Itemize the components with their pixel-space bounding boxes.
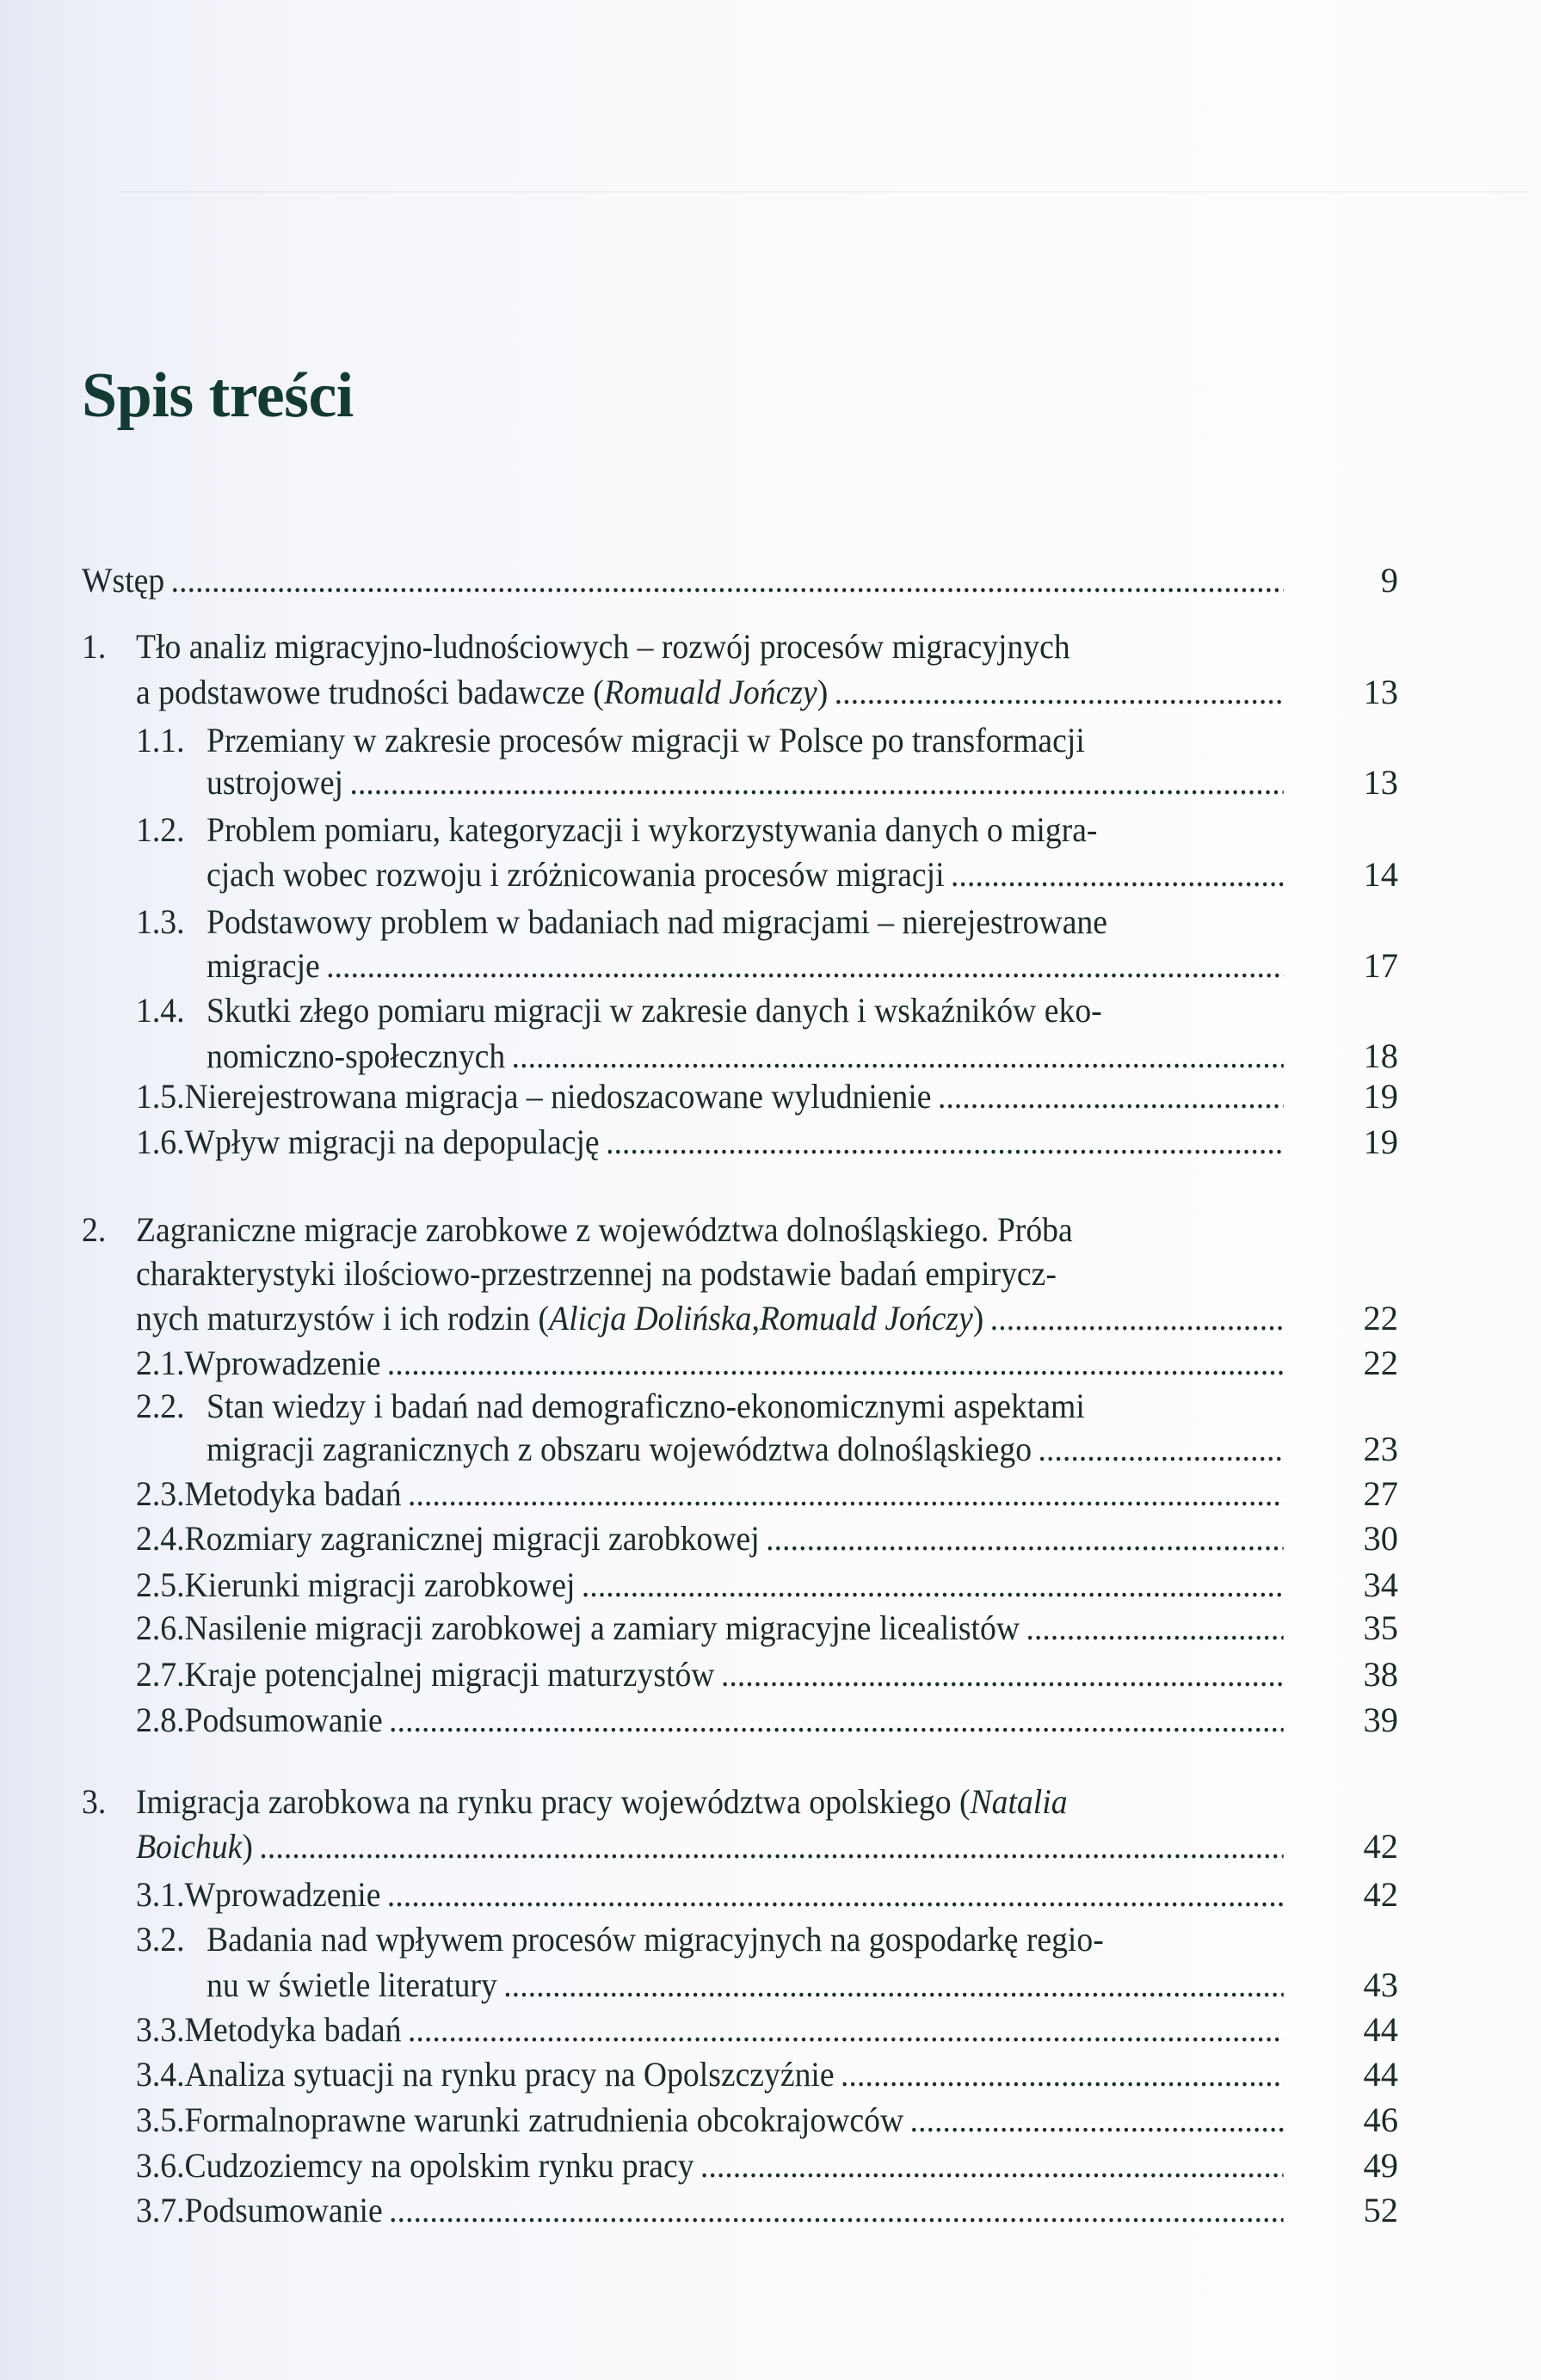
section-title: Wpływ migracji na depopulację [184, 1122, 600, 1161]
section-title: Podstawowy problem w badaniach nad migracjami – nierejestrowane [206, 902, 1107, 941]
section-number: 2.4. [136, 1519, 185, 1558]
page-number[interactable]: 46 [1363, 2100, 1398, 2139]
author-name: Natalia [970, 1782, 1068, 1821]
section-number: 2.5. [136, 1565, 185, 1604]
section-number: 1.1. [136, 721, 185, 760]
page-number[interactable]: 49 [1363, 2146, 1398, 2185]
toc-section-3-5[interactable] [136, 2099, 1288, 2142]
section-number: 2.8. [136, 1700, 185, 1739]
section-title: nu w świetle literatury [206, 1965, 497, 2004]
page-number[interactable]: 43 [1363, 1965, 1398, 2004]
dot-leader [326, 944, 1283, 987]
toc-section-3-4[interactable] [136, 2053, 1288, 2096]
page-title: Spis treści [82, 360, 354, 431]
section-number: 3.2. [136, 1920, 185, 1959]
section-title: Stan wiedzy i badań nad demograficzno-ekonomicznymi aspektami [206, 1387, 1085, 1425]
dot-leader [841, 2053, 1283, 2096]
page-number[interactable]: 22 [1363, 1344, 1398, 1382]
chapter-number: 2. [82, 1210, 107, 1249]
page-number[interactable]: 13 [1363, 763, 1398, 802]
toc-section-1-2[interactable] [136, 809, 1288, 852]
page-number[interactable]: 42 [1363, 1875, 1398, 1914]
toc-section-2-8[interactable] [136, 1699, 1288, 1742]
dot-leader [349, 761, 1283, 804]
toc-section-1-2[interactable] [206, 853, 1288, 896]
dot-leader [951, 853, 1283, 896]
section-title: Kierunki migracji zarobkowej [184, 1565, 576, 1604]
section-title: Metodyka badań [184, 2010, 402, 2049]
entry-label: Wstęp [82, 561, 165, 600]
section-number: 1.6. [136, 1122, 185, 1161]
dot-leader [606, 1121, 1283, 1164]
page-number[interactable]: 19 [1363, 1122, 1398, 1161]
author-name: Romuald Jończy [603, 673, 817, 711]
author-name: Boichuk [136, 1827, 243, 1866]
author [971, 1780, 1068, 1823]
page-number[interactable]: 9 [1380, 561, 1398, 600]
toc-section-3-3[interactable] [136, 2008, 1288, 2051]
section-number: 3.3. [136, 2010, 185, 2049]
author [604, 671, 817, 714]
section-title: Problem pomiaru, kategoryzacji i wykorzystywania danych o migra- [206, 810, 1098, 849]
dot-leader [389, 1699, 1283, 1742]
page-number[interactable]: 39 [1363, 1700, 1398, 1739]
section-title: nomiczno-społecznych [206, 1036, 506, 1075]
section-title: Badania nad wpływem procesów migracyjnych na gospodarkę regio- [206, 1920, 1104, 1959]
section-number: 3.5. [136, 2100, 185, 2139]
section-title: migracji zagranicznych z obszaru województwa dolnośląskiego [206, 1430, 1032, 1468]
closing-paren: ) [817, 673, 829, 711]
bleed-through-rule [116, 191, 1527, 193]
dot-leader [1039, 1428, 1284, 1471]
page-number[interactable]: 52 [1363, 2191, 1398, 2229]
section-title: ustrojowej [206, 763, 344, 802]
closing-paren: ) [242, 1827, 253, 1866]
section-title: Nierejestrowana migracja – niedoszacowane wyludnienie [184, 1077, 932, 1116]
page-number[interactable]: 44 [1363, 2055, 1398, 2094]
page-number[interactable]: 34 [1363, 1565, 1398, 1604]
section-title: Rozmiary zagranicznej migracji zarobkowej [184, 1519, 760, 1558]
chapter-title: charakterystyki ilościowo-przestrzennej na podstawie badań empirycz- [136, 1254, 1057, 1293]
page-number[interactable]: 14 [1363, 855, 1398, 894]
section-number: 1.5. [136, 1077, 185, 1116]
toc-section-3-2[interactable] [136, 1918, 1288, 1961]
toc-section-1-1[interactable] [206, 761, 1288, 804]
toc-section-2-5[interactable] [136, 1564, 1288, 1607]
author-name: Romuald Jończy [759, 1299, 973, 1338]
dot-leader [700, 2144, 1283, 2187]
page-number[interactable]: 42 [1363, 1827, 1398, 1866]
toc-section-2-2[interactable] [206, 1428, 1288, 1471]
page-number[interactable]: 17 [1363, 946, 1398, 985]
toc-section-3-1[interactable] [136, 1873, 1288, 1916]
page-number[interactable]: 19 [1363, 1077, 1398, 1116]
chapter-title: a podstawowe trudności badawcze ( [136, 673, 604, 711]
section-number: 1.2. [136, 810, 185, 849]
section-title: Wprowadzenie [184, 1344, 381, 1382]
author [549, 1297, 751, 1340]
section-title: Skutki złego pomiaru migracji w zakresie danych i wskaźników eko- [206, 991, 1102, 1030]
dot-leader [766, 1517, 1283, 1560]
toc-section-2-1[interactable] [136, 1342, 1288, 1385]
toc-chapter-2-line[interactable] [136, 1252, 1288, 1295]
toc-section-1-5[interactable] [136, 1075, 1288, 1118]
dot-leader [990, 1297, 1284, 1340]
dot-leader [512, 1035, 1284, 1078]
toc-section-1-4[interactable] [206, 1035, 1288, 1078]
page-number[interactable]: 44 [1363, 2010, 1398, 2049]
toc-chapter-2-line[interactable] [136, 1297, 1288, 1340]
toc-chapter-1-line[interactable] [136, 671, 1288, 714]
dot-leader [259, 1825, 1283, 1868]
dot-leader [387, 1342, 1284, 1385]
section-number: 3.4. [136, 2055, 185, 2094]
section-number: 2.1. [136, 1344, 185, 1382]
toc-section-3-2[interactable] [206, 1964, 1288, 2007]
toc-section-2-6[interactable] [136, 1607, 1288, 1650]
section-number: 3.7. [136, 2191, 185, 2229]
toc-chapter-3-line[interactable] [136, 1825, 1288, 1868]
dot-leader [582, 1564, 1284, 1607]
page-number[interactable]: 30 [1363, 1519, 1398, 1558]
section-number: 3.6. [136, 2146, 185, 2185]
toc-chapter-1-line[interactable] [82, 625, 1288, 668]
chapter-title: Zagraniczne migracje zarobkowe z województwa dolnośląskiego. Próba [135, 1210, 1073, 1249]
closing-paren: ) [972, 1299, 984, 1338]
toc-section-2-4[interactable] [136, 1517, 1288, 1560]
dot-leader [938, 1075, 1283, 1118]
page-number[interactable]: 35 [1363, 1608, 1398, 1647]
toc-section-1-3[interactable] [136, 901, 1288, 944]
section-title: Podsumowanie [184, 1700, 383, 1739]
toc-section-1-1[interactable] [136, 719, 1288, 762]
dot-leader [408, 2008, 1283, 2051]
toc-section-2-2[interactable] [136, 1385, 1288, 1428]
dot-leader [910, 2099, 1284, 2142]
section-number: 1.4. [136, 991, 185, 1030]
page-number[interactable]: 38 [1363, 1655, 1398, 1694]
section-number: 2.7. [136, 1655, 185, 1694]
author-name: Alicja Dolińska [549, 1299, 752, 1338]
page-number[interactable]: 18 [1363, 1036, 1398, 1075]
toc-chapter-3-line[interactable] [82, 1780, 1288, 1823]
toc-chapter-2-line[interactable] [82, 1208, 1288, 1251]
section-number: 2.6. [136, 1608, 185, 1647]
section-title: Podsumowanie [184, 2191, 383, 2229]
dot-leader [1026, 1607, 1283, 1650]
section-title: cjach wobec rozwoju i zróżnicowania procesów migracji [206, 855, 945, 894]
toc-section-3-7[interactable] [136, 2189, 1288, 2232]
section-title: Wprowadzenie [184, 1875, 381, 1914]
dot-leader [389, 2189, 1283, 2232]
toc-section-1-3[interactable] [206, 944, 1288, 987]
page-number[interactable]: 23 [1363, 1430, 1398, 1468]
toc-section-3-6[interactable] [136, 2144, 1288, 2187]
author [760, 1297, 973, 1340]
toc-entry-intro[interactable] [82, 559, 1288, 602]
section-title: Metodyka badań [184, 1474, 402, 1513]
section-title: Cudzoziemcy na opolskim rynku pracy [184, 2146, 694, 2185]
section-number: 2.2. [136, 1387, 185, 1425]
section-title: Przemiany w zakresie procesów migracji w Polsce po transformacji [206, 721, 1085, 760]
toc-section-2-3[interactable] [136, 1473, 1288, 1516]
section-number: 1.3. [136, 902, 185, 941]
section-title: Analiza sytuacji na rynku pracy na Opolszczyźnie [184, 2055, 835, 2094]
chapter-title: Imigracja zarobkowa na rynku pracy województwa opolskiego ( [135, 1782, 971, 1821]
chapter-title: Tło analiz migracyjno-ludnościowych – rozwój procesów migracyjnych [135, 627, 1070, 666]
chapter-number: 1. [82, 627, 107, 666]
chapter-number: 3. [82, 1782, 107, 1821]
section-number: 3.1. [136, 1875, 185, 1914]
dot-leader [408, 1473, 1283, 1516]
page-number[interactable]: 22 [1363, 1299, 1398, 1338]
dot-leader [721, 1653, 1283, 1696]
dot-leader [387, 1873, 1284, 1916]
section-title: Kraje potencjalnej migracji maturzystów [184, 1655, 715, 1694]
section-number: 2.3. [136, 1474, 185, 1513]
dot-leader [835, 671, 1284, 714]
toc-section-2-7[interactable] [136, 1653, 1288, 1696]
page-number[interactable]: 13 [1363, 673, 1398, 711]
toc-section-1-6[interactable] [136, 1121, 1288, 1164]
dot-leader [503, 1964, 1283, 2007]
chapter-title: nych maturzystów i ich rodzin ( [136, 1299, 550, 1338]
toc-section-1-4[interactable] [136, 989, 1288, 1032]
section-title: Formalnoprawne warunki zatrudnienia obcokrajowców [184, 2100, 904, 2139]
author-separator: , [751, 1299, 760, 1338]
section-title: Nasilenie migracji zarobkowej a zamiary migracyjne licealistów [184, 1608, 1020, 1647]
author [136, 1825, 242, 1868]
section-title: migracje [206, 946, 320, 985]
dot-leader [171, 559, 1284, 602]
page-number[interactable]: 27 [1363, 1474, 1398, 1513]
